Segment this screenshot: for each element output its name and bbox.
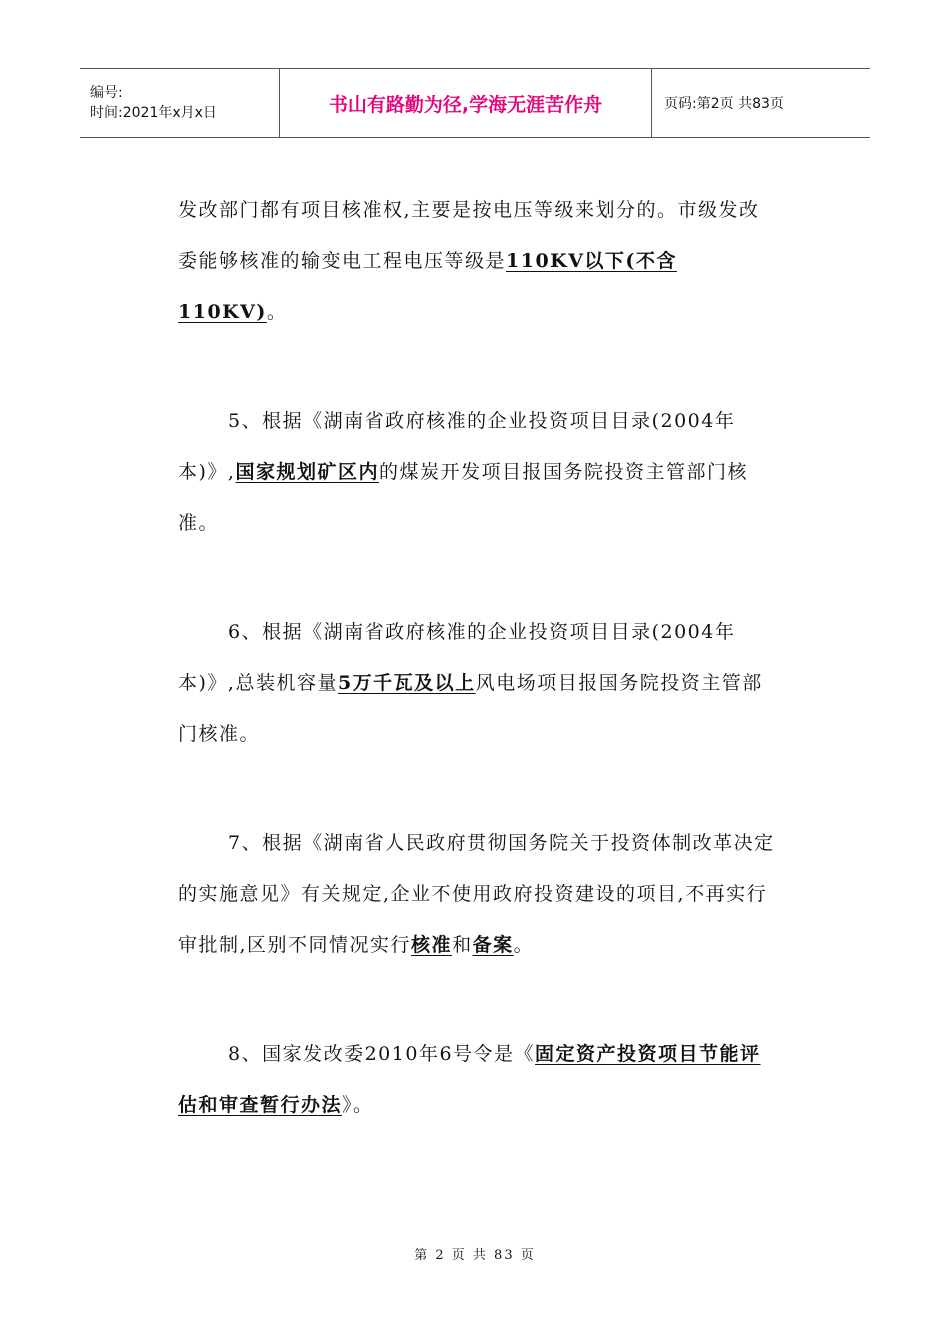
paragraph-item-6 [178, 607, 778, 760]
underlined-term: 固定资产投资项目节能评估和审查暂行办法 [178, 1043, 761, 1116]
header-motto: 书山有路勤为径,学海无涯苦作舟 [280, 69, 652, 137]
header-meta [80, 69, 280, 137]
paragraph-text: 8、国家发改委2010年6号令是《 [228, 1043, 536, 1065]
paragraph-text: 和 [452, 934, 473, 956]
document-date: 时间:2021年x月x日 [90, 105, 217, 121]
document-number-label: 编号: [90, 85, 123, 101]
underlined-term: 5万千瓦及以上 [337, 672, 476, 694]
paragraph-text: 风电场项目报国务院投资主管部门核准。 [178, 672, 763, 745]
underlined-term: 核准 [411, 934, 453, 956]
underlined-term: 110KV以下(不含110KV) [178, 250, 677, 323]
paragraph-text: 7、根据《湖南省人民政府贯彻国务院关于投资体制改革决定的实施意见》有关规定,企业不使用政府投资建设的项目,不再实行审批制,区别不同情况实行 [178, 832, 775, 956]
page-footer: 第 2 页 共 83 页 [414, 1248, 536, 1263]
paragraph-text: 的煤炭开发项目报国务院投资主管部门核准。 [178, 461, 748, 534]
underlined-term: 国家规划矿区内 [235, 461, 379, 483]
paragraph-text: 。 [513, 934, 535, 956]
header-page-info: 页码:第2页 共83页 [664, 96, 784, 112]
paragraph-item-8 [178, 1029, 778, 1131]
page-header [80, 68, 870, 138]
paragraph-text: 发改部门都有项目核准权,主要是按电压等级来划分的。市级发改委能够核准的输变电工程电压等级是 [178, 199, 760, 272]
paragraph-text: 》。 [342, 1094, 374, 1116]
paragraph-text: 。 [266, 301, 288, 323]
paragraph-item-5 [178, 396, 778, 549]
paragraph-text: 5、根据《湖南省政府核准的企业投资项目目录(2004年本)》, [178, 410, 736, 483]
paragraph-item-7 [178, 818, 778, 971]
document-body [178, 185, 778, 1131]
paragraph-voltage [178, 185, 778, 338]
underlined-term: 备案 [472, 934, 514, 956]
paragraph-text: 6、根据《湖南省政府核准的企业投资项目目录(2004年本)》,总装机容量 [178, 621, 736, 694]
